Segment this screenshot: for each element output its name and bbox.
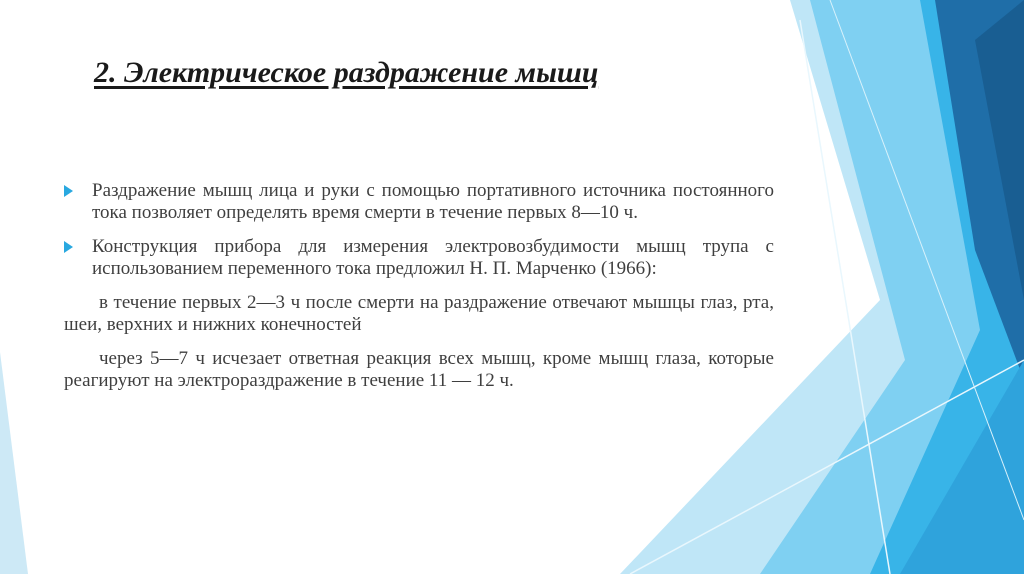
bullet-text: Раздражение мышц лица и руки с помощью портативного источника постоянного тока позволяет определять время смерти в течение первых 8—10 ч. <box>92 180 774 223</box>
slide-title: 2. Электрическое раздражение мышц <box>94 56 599 89</box>
bullet-item <box>64 180 774 224</box>
slide-content <box>64 180 774 404</box>
triangle-bullet-icon <box>64 185 73 197</box>
triangle-bullet-icon <box>64 241 73 253</box>
bullet-text: Конструкция прибора для измерения электровозбудимости мышц трупа с использованием переменного тока предложил Н. П. Марченко (1966): <box>92 236 774 279</box>
sub-paragraph: через 5—7 ч исчезает ответная реакция всех мышц, кроме мышц глаза, которые реагируют на электрораздражение в течение 11 — 12 ч. <box>64 348 774 391</box>
left-deco-strip <box>0 352 28 574</box>
bullet-item <box>64 236 774 280</box>
sub-paragraph: в течение первых 2—3 ч после смерти на раздражение отвечают мышцы глаз, рта, шеи, верхних и нижних конечностей <box>64 292 774 335</box>
